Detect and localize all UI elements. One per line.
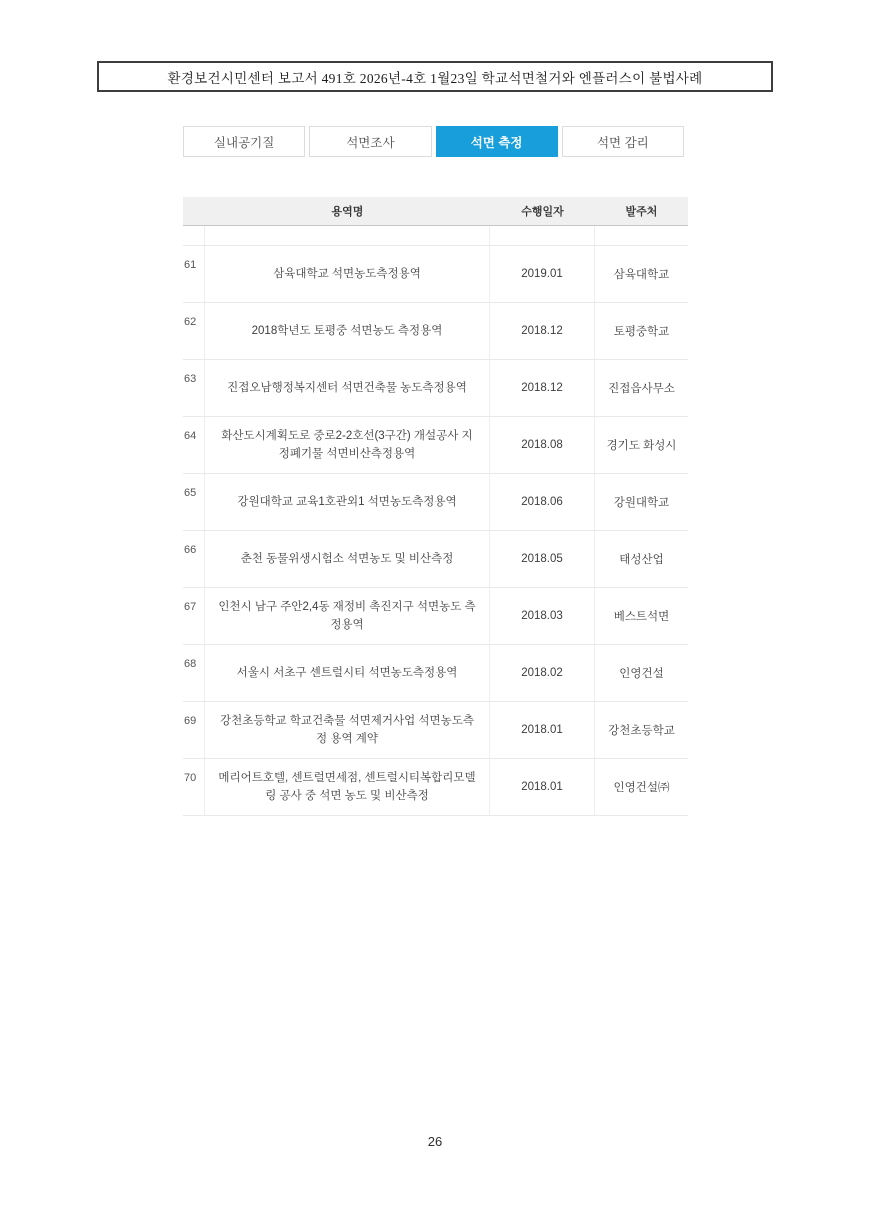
row-number: 65: [183, 474, 205, 530]
table-row: [183, 360, 688, 417]
table-row: [183, 588, 688, 645]
table-row: [183, 531, 688, 588]
report-header-box: [97, 61, 773, 92]
tab-asbestos-survey[interactable]: 석면조사: [309, 126, 431, 157]
client-cell: 인영건설㈜: [613, 782, 670, 794]
table-header-date: 수행일자: [521, 206, 564, 218]
service-name-cell: 강천초등학교 학교건축물 석면제거사업 석면농도측정 용역 계약: [205, 702, 490, 758]
row-number: 61: [183, 246, 205, 302]
tab-indoor-air-quality[interactable]: 실내공기질: [183, 126, 305, 157]
page-number: 26: [427, 1134, 443, 1149]
row-number: 62: [183, 303, 205, 359]
table-row: [183, 702, 688, 759]
tab-bar: [183, 126, 684, 157]
service-name-cell: 서울시 서초구 센트럴시티 석면농도측정용역: [205, 645, 490, 701]
client-cell: 토평중학교: [613, 326, 670, 338]
service-name-cell: 진접오남행정복지센터 석면건축물 농도측정용역: [205, 360, 490, 416]
tab-asbestos-supervision[interactable]: 석면 감리: [562, 126, 684, 157]
client-cell: 진접읍사무소: [608, 383, 675, 395]
date-cell: 2018.01: [490, 759, 595, 815]
service-name-cell: 인천시 남구 주안2,4동 재정비 촉진지구 석면농도 측정용역: [205, 588, 490, 644]
service-name-cell: 메리어트호텔, 센트럴면세점, 센트럴시티복합리모델링 공사 중 석면 농도 및 비산측정: [205, 759, 490, 815]
table-row: [183, 645, 688, 702]
date-cell: 2018.05: [490, 531, 595, 587]
date-cell: 2018.01: [490, 702, 595, 758]
client-cell: 강천초등학교: [608, 725, 675, 737]
service-name-cell: 강원대학교 교육1호관외1 석면농도측정용역: [205, 474, 490, 530]
date-cell: 2018.02: [490, 645, 595, 701]
table-header-service-name: 용역명: [331, 206, 364, 218]
table-header-client: 발주처: [625, 206, 658, 218]
table-row: [183, 303, 688, 360]
date-cell: 2018.12: [490, 360, 595, 416]
service-name-cell: 화산도시계획도로 중로2-2호선(3구간) 개설공사 지정폐기물 석면비산측정용역: [205, 417, 490, 473]
row-number: 63: [183, 360, 205, 416]
row-number: 68: [183, 645, 205, 701]
services-table: [183, 197, 688, 816]
report-header-title: 환경보건시민센터 보고서 491호 2026년-4호 1월23일 학교석면철거와 엔플러스이 불법사례: [167, 70, 703, 86]
date-cell: 2018.06: [490, 474, 595, 530]
table-row: [183, 417, 688, 474]
date-cell: 2018.03: [490, 588, 595, 644]
tab-asbestos-measurement[interactable]: 석면 측정: [436, 126, 558, 157]
client-cell: 베스트석면: [613, 611, 670, 623]
client-cell: 삼육대학교: [613, 269, 670, 281]
table-row: [183, 474, 688, 531]
service-name-cell: 2018학년도 토평중 석면농도 측정용역: [205, 303, 490, 359]
date-cell: 2018.12: [490, 303, 595, 359]
client-cell: 태성산업: [619, 554, 664, 566]
client-cell: 인영건설: [619, 668, 664, 680]
service-name-cell: 춘천 동물위생시험소 석면농도 및 비산측정: [205, 531, 490, 587]
row-number: 64: [183, 417, 205, 473]
row-number: 66: [183, 531, 205, 587]
date-cell: 2019.01: [490, 246, 595, 302]
table-header-row: [183, 197, 688, 226]
date-cell: 2018.08: [490, 417, 595, 473]
table-gap-row: [183, 226, 688, 246]
row-number: 70: [183, 759, 205, 815]
client-cell: 경기도 화성시: [606, 440, 677, 452]
row-number: 67: [183, 588, 205, 644]
service-name-cell: 삼육대학교 석면농도측정용역: [205, 246, 490, 302]
client-cell: 강원대학교: [613, 497, 670, 509]
row-number: 69: [183, 702, 205, 758]
table-body: [183, 246, 688, 816]
table-row: [183, 246, 688, 303]
table-row: [183, 759, 688, 816]
